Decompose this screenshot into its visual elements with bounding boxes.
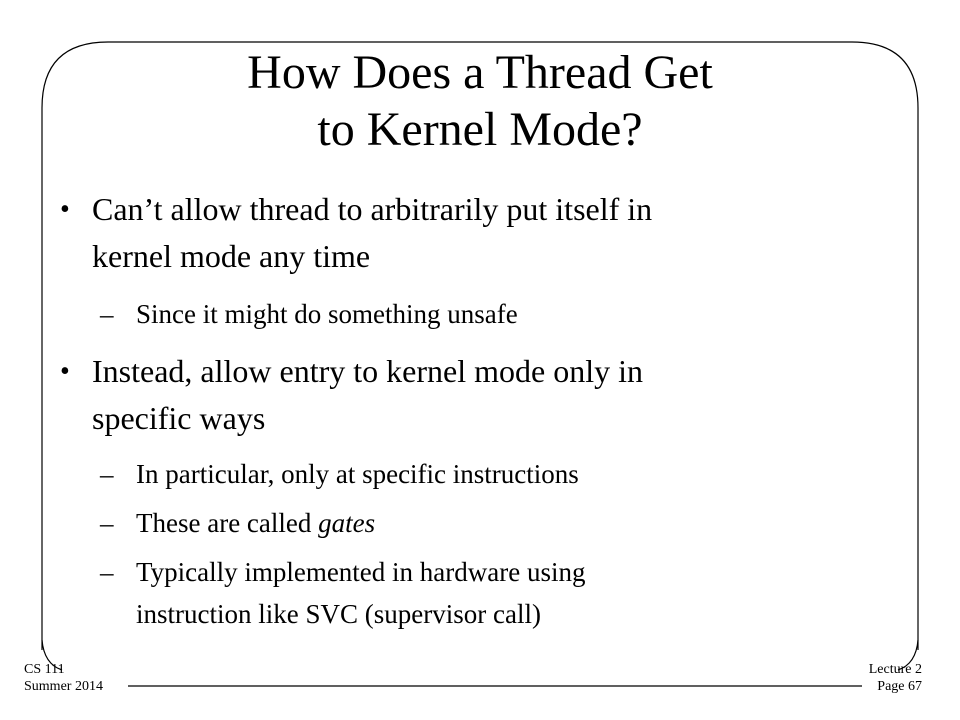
sub-2-2-text: These are called bbox=[136, 508, 319, 538]
dash-icon: – bbox=[100, 459, 114, 489]
course-term: Summer 2014 bbox=[24, 679, 103, 694]
gates-term: gates bbox=[318, 508, 376, 538]
footer-page-info bbox=[869, 661, 922, 695]
title-line-2: to Kernel Mode? bbox=[317, 103, 643, 156]
sub-item-1-1 bbox=[58, 293, 888, 335]
sub-1-1-text: Since it might do something unsafe bbox=[136, 299, 518, 329]
bullet-2-line-1: Instead, allow entry to kernel mode only in bbox=[92, 353, 643, 389]
bullet-item-2 bbox=[58, 348, 888, 442]
sub-item-2-1 bbox=[58, 453, 888, 495]
sub-2-3-line-1: Typically implemented in hardware using bbox=[136, 557, 586, 587]
lecture-number: Lecture 2 bbox=[868, 662, 922, 677]
bullet-icon: • bbox=[60, 194, 70, 225]
bullet-item-1 bbox=[58, 186, 888, 280]
page-number: Page 67 bbox=[877, 679, 922, 694]
bullet-1-line-1: Can’t allow thread to arbitrarily put itself in bbox=[92, 191, 653, 227]
sub-item-2-3 bbox=[58, 551, 888, 635]
bullet-2-line-2: specific ways bbox=[92, 400, 266, 436]
course-name: CS 111 bbox=[24, 662, 65, 677]
sub-item-2-2 bbox=[58, 502, 888, 544]
footer-course-info bbox=[24, 661, 103, 695]
dash-icon: – bbox=[100, 508, 114, 538]
bullet-1-line-2: kernel mode any time bbox=[92, 238, 371, 274]
dash-icon: – bbox=[100, 557, 114, 587]
dash-icon: – bbox=[100, 299, 114, 329]
sub-2-1-text: In particular, only at specific instructions bbox=[136, 459, 579, 489]
sub-2-3-line-2: instruction like SVC (supervisor call) bbox=[136, 599, 541, 629]
bullet-icon: • bbox=[60, 356, 70, 387]
slide-body bbox=[58, 186, 888, 635]
slide-title bbox=[120, 44, 840, 158]
title-line-1: How Does a Thread Get bbox=[247, 46, 713, 99]
